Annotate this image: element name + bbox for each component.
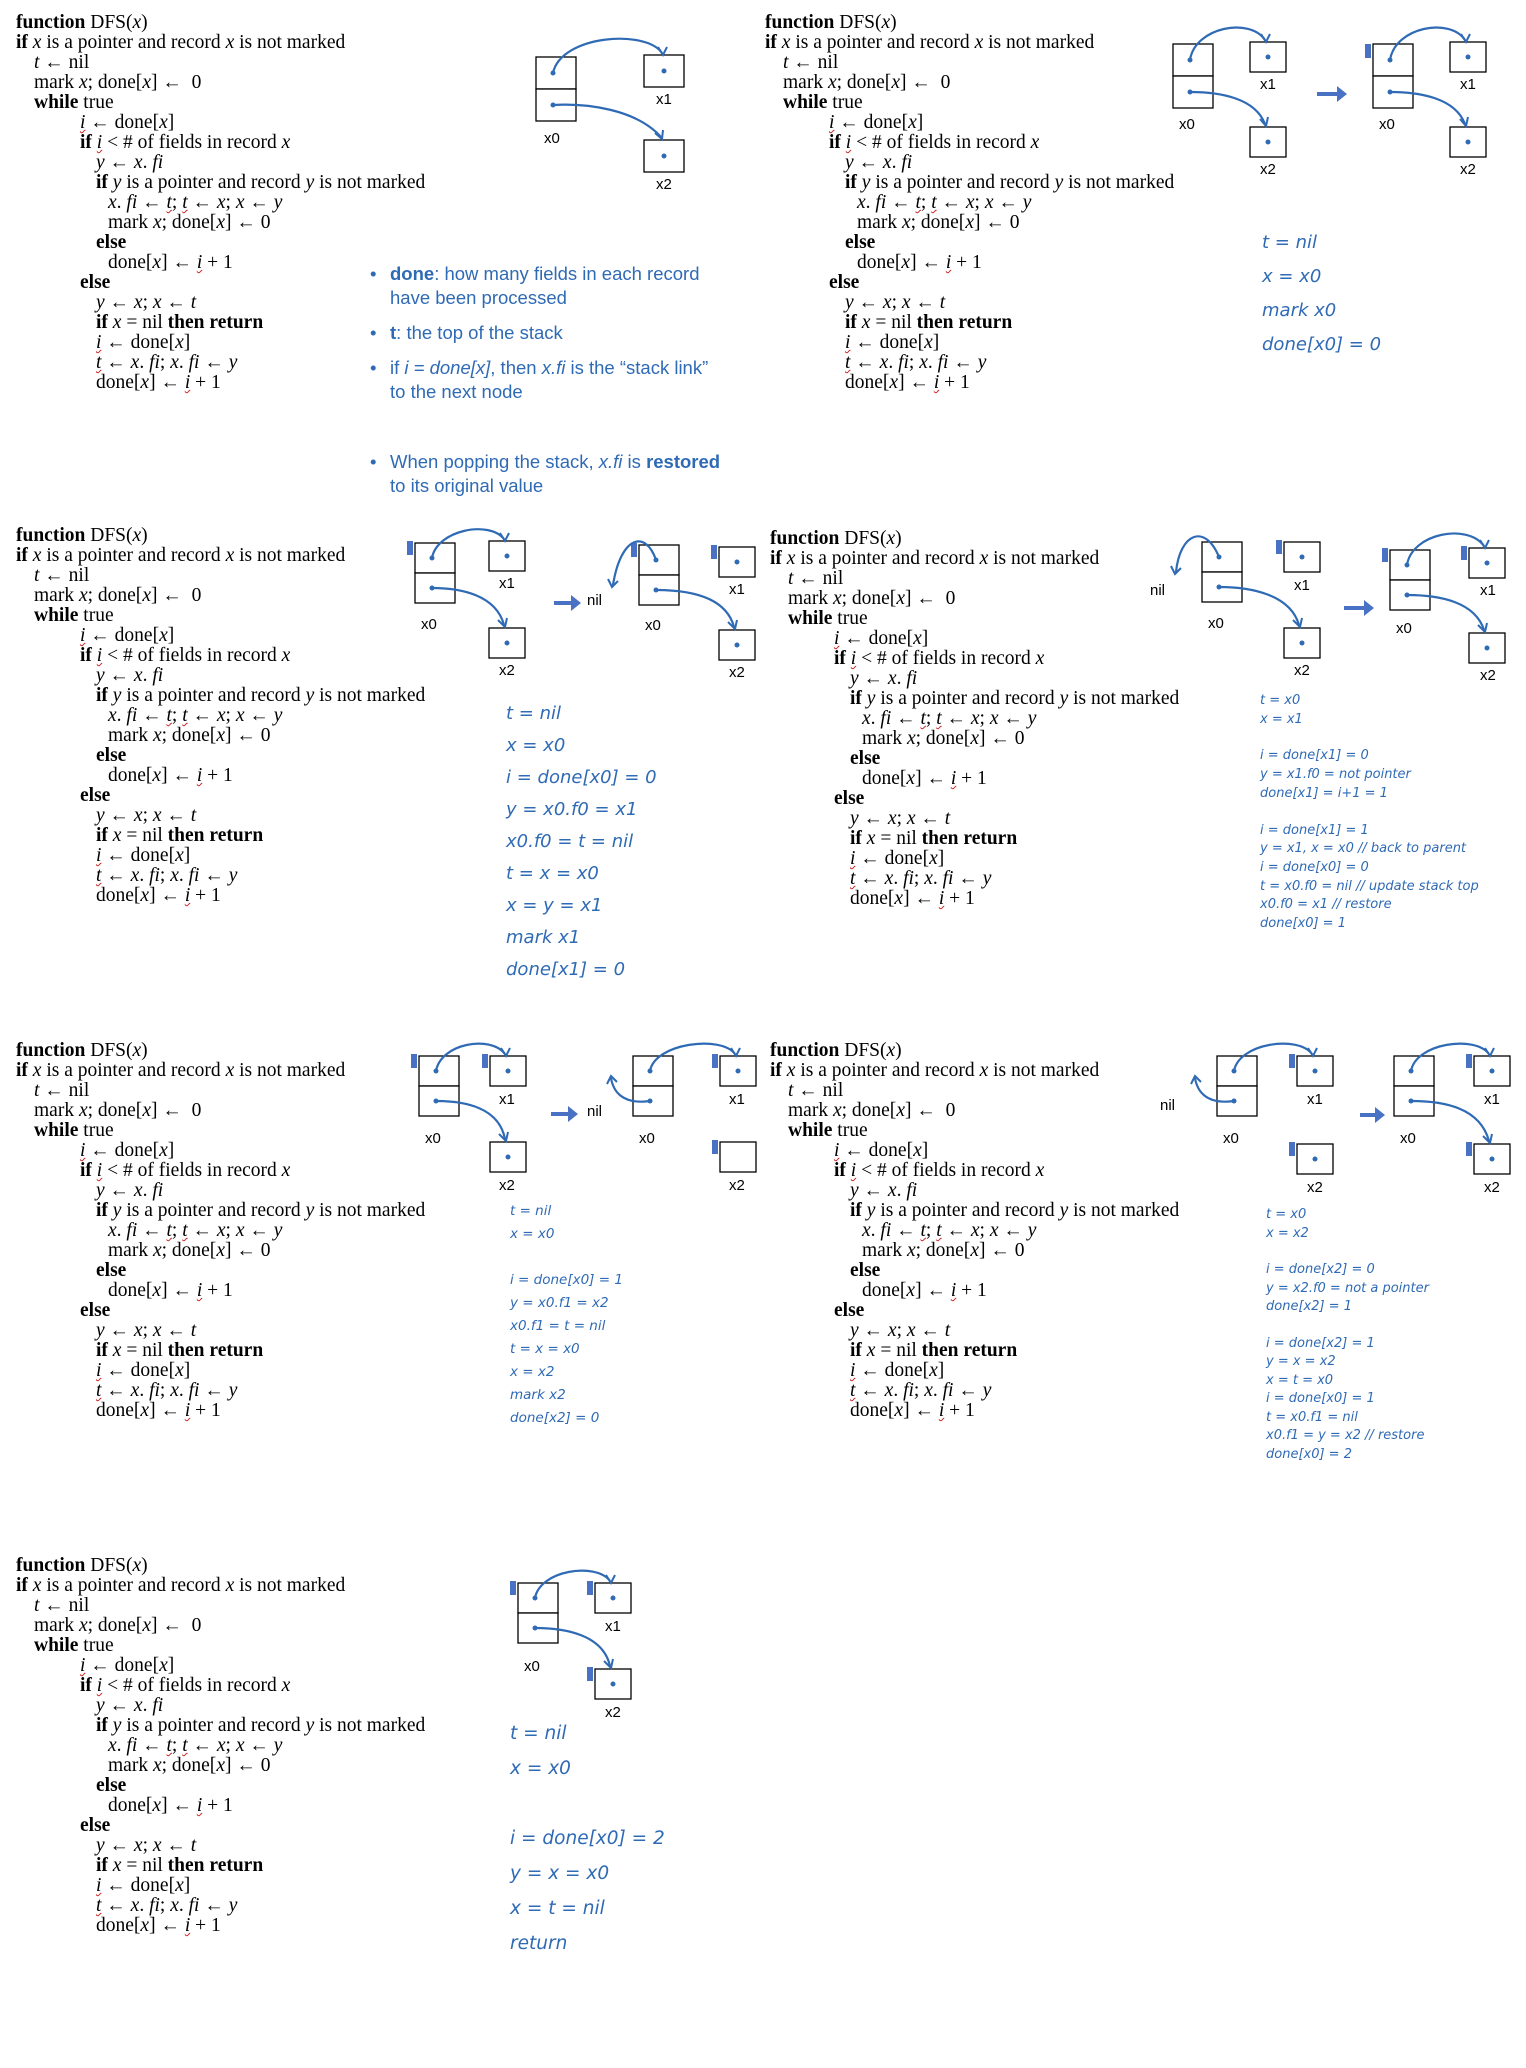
code-line-t-nil: t ← nil (34, 1595, 90, 1616)
code-line-t-nil: t ← nil (788, 1080, 844, 1101)
code-line-restore: t ← x. fi; x. fi ← y (850, 868, 992, 889)
code-line-i-done-2: i ← done[x] (96, 845, 191, 866)
trace-note-line: done[x0] = 2 (1266, 1446, 1352, 1462)
code-line-push: x. fi ← t; t ← x; x ← y (108, 192, 283, 213)
trace-note-line: t = x0.f0 = nil // update stack top (1260, 878, 1479, 894)
pointer-diagram-4 (1150, 528, 1510, 693)
trace-note-line: x = x1 (1260, 711, 1303, 727)
code-line-while: while true (34, 1120, 114, 1141)
panel-6 (770, 1040, 1515, 1550)
code-line-if-y-pointer: if y is a pointer and record y is not marked (850, 1200, 1180, 1221)
code-line-pop: y ← x; x ← t (850, 808, 951, 829)
code-line-else-outer: else (80, 272, 111, 293)
code-line-done-inc-2: done[x] ← i + 1 (850, 888, 975, 909)
code-line-t-nil: t ← nil (788, 568, 844, 589)
code-line-if-y-pointer: if y is a pointer and record y is not marked (96, 1715, 426, 1736)
trace-note-line: y = x0.f0 = x1 (506, 799, 638, 820)
code-line-if-y-pointer: if y is a pointer and record y is not marked (96, 172, 426, 193)
x2-label: x2 (1307, 1179, 1323, 1196)
code-line-mark: mark x; done[x] ← 0 (34, 585, 202, 606)
trace-note-line: i = done[x2] = 1 (1266, 1335, 1375, 1351)
trace-note-line: t = x0 (1266, 1207, 1307, 1222)
trace-note-line: mark x1 (506, 927, 581, 948)
code-line-done-inc-2: done[x] ← i + 1 (850, 1400, 975, 1421)
panel-3 (16, 525, 756, 1035)
code-line-i-done: i ← done[x] (80, 1140, 175, 1161)
code-line-else-outer: else (80, 1300, 111, 1321)
code-line-else-inner: else (96, 1775, 127, 1796)
trace-note-line: t = x0 (1260, 693, 1301, 708)
x2-label: x2 (1460, 161, 1476, 178)
code-line-mark: mark x; done[x] ← 0 (783, 72, 951, 93)
code-line-push: x. fi ← t; t ← x; x ← y (862, 708, 1037, 729)
x2-label: x2 (729, 1177, 745, 1194)
trace-note-line: done[x0] = 1 (1260, 916, 1346, 931)
trace-note-line: i = done[x0] = 1 (1266, 1391, 1375, 1406)
code-line-mark-inner: mark x; done[x] ← 0 (857, 212, 1020, 233)
code-line-done-inc-2: done[x] ← i + 1 (96, 1915, 221, 1936)
trace-note-line: x = x0 (510, 1758, 571, 1779)
x1-label: x1 (1460, 76, 1476, 93)
x2-label: x2 (499, 662, 515, 679)
trace-note-line: t = nil (506, 703, 561, 724)
code-line-restore: t ← x. fi; x. fi ← y (96, 1380, 238, 1401)
code-line-t-nil: t ← nil (783, 52, 839, 73)
trace-note-line: x = t = nil (510, 1898, 605, 1919)
code-line-if-fields: if i < # of fields in record x (80, 1675, 291, 1696)
x2-label: x2 (656, 176, 672, 193)
code-line-function: function DFS(x) (16, 1040, 148, 1061)
code-line-else-inner: else (96, 745, 127, 766)
code-line-push: x. fi ← t; t ← x; x ← y (857, 192, 1032, 213)
code-line-function: function DFS(x) (16, 525, 148, 546)
pointer-diagram-6 (1160, 1040, 1510, 1205)
code-line-else-inner: else (850, 748, 881, 769)
code-line-mark: mark x; done[x] ← 0 (34, 1615, 202, 1636)
code-line-pop: y ← x; x ← t (96, 1320, 197, 1341)
code-line-else-outer: else (829, 272, 860, 293)
trace-note-line: mark x0 (1262, 300, 1337, 321)
code-line-else-outer: else (834, 788, 865, 809)
code-line-i-done-2: i ← done[x] (96, 332, 191, 353)
x1-label: x1 (1484, 1091, 1500, 1108)
code-line-restore: t ← x. fi; x. fi ← y (850, 1380, 992, 1401)
trace-note-line: t = nil (510, 1203, 552, 1219)
x0-label: x0 (425, 1130, 441, 1147)
code-line-i-done-2: i ← done[x] (850, 1360, 945, 1381)
x1-label: x1 (1480, 582, 1496, 599)
panel-2 (765, 12, 1515, 527)
trace-note-line: y = x = x0 (510, 1863, 610, 1884)
code-line-while: while true (783, 92, 863, 113)
code-line-done-inc: done[x] ← i + 1 (108, 252, 233, 273)
trace-note-line: x = x0 (506, 735, 566, 756)
trace-note-line: done[x1] = i+1 = 1 (1260, 785, 1388, 801)
code-line-if-pointer: if x is a pointer and record x is not marked (770, 1060, 1100, 1081)
code-line-i-done-2: i ← done[x] (845, 332, 940, 353)
x0-label: x0 (1379, 116, 1395, 133)
code-line-while: while true (34, 605, 114, 626)
bullet-t: • t: the top of the stack (370, 322, 563, 343)
panel-4 (770, 528, 1515, 1038)
code-line-push: x. fi ← t; t ← x; x ← y (108, 1220, 283, 1241)
transition-arrow (1317, 86, 1347, 102)
bullet-stack-link-cont: to the next node (390, 381, 523, 402)
code-line-i-done-2: i ← done[x] (96, 1360, 191, 1381)
code-line-if-nil-return: if x = nil then return (850, 1340, 1018, 1361)
nil-label: nil (587, 1103, 603, 1120)
nil-label: nil (1160, 1097, 1176, 1114)
code-line-if-pointer: if x is a pointer and record x is not marked (16, 1060, 346, 1081)
code-line-done-inc: done[x] ← i + 1 (862, 768, 987, 789)
x2-label: x2 (1260, 161, 1276, 178)
x0-label: x0 (639, 1130, 655, 1147)
trace-note-line: i = done[x0] = 2 (510, 1828, 665, 1849)
code-line-function: function DFS(x) (770, 1040, 902, 1061)
code-line-function: function DFS(x) (16, 12, 148, 33)
code-line-if-fields: if i < # of fields in record x (80, 132, 291, 153)
x1-label: x1 (729, 1091, 745, 1108)
code-line-if-fields: if i < # of fields in record x (834, 648, 1045, 669)
code-line-if-nil-return: if x = nil then return (845, 312, 1013, 333)
code-line-done-inc: done[x] ← i + 1 (108, 1280, 233, 1301)
trace-note-line: i = done[x1] = 1 (1260, 822, 1369, 838)
code-line-i-done: i ← done[x] (834, 628, 929, 649)
code-line-if-nil-return: if x = nil then return (96, 312, 264, 333)
x1-label: x1 (656, 91, 672, 108)
bullet-restore: • When popping the stack, x.fi is restored (370, 451, 721, 472)
code-line-restore: t ← x. fi; x. fi ← y (96, 1895, 238, 1916)
trace-note-line: i = done[x0] = 0 (1260, 859, 1369, 875)
code-line-function: function DFS(x) (16, 1555, 148, 1576)
code-line-mark: mark x; done[x] ← 0 (34, 1100, 202, 1121)
pointer-diagram-5 (391, 1040, 756, 1205)
code-line-i-done-2: i ← done[x] (850, 848, 945, 869)
code-line-function: function DFS(x) (770, 528, 902, 549)
code-line-i-done: i ← done[x] (834, 1140, 929, 1161)
code-line-if-y-pointer: if y is a pointer and record y is not marked (845, 172, 1175, 193)
trace-note-line: y = x2.f0 = not a pointer (1266, 1280, 1429, 1296)
code-line-done-inc: done[x] ← i + 1 (862, 1280, 987, 1301)
code-line-pop: y ← x; x ← t (96, 805, 197, 826)
trace-note-line: y = x0.f1 = x2 (510, 1295, 609, 1311)
x2-label: x2 (1480, 667, 1496, 684)
code-line-done-inc-2: done[x] ← i + 1 (96, 885, 221, 906)
bullet-stack-link: • if i = done[x], then x.fi is the “stack link” (370, 357, 709, 378)
trace-note-line: x = x2 (510, 1364, 555, 1380)
x2-label: x2 (605, 1704, 621, 1721)
x1-label: x1 (1294, 577, 1310, 594)
x0-label: x0 (1223, 1130, 1239, 1147)
nil-label: nil (1150, 582, 1166, 599)
trace-note-line: x = x0 (1262, 266, 1322, 287)
code-line-while: while true (788, 608, 868, 629)
x1-label: x1 (499, 575, 515, 592)
code-line-function: function DFS(x) (765, 12, 897, 33)
x0-label: x0 (645, 617, 661, 634)
trace-note-line: y = x1.f0 = not pointer (1260, 767, 1411, 783)
x0-label: x0 (524, 1658, 540, 1675)
code-line-mark: mark x; done[x] ← 0 (788, 1100, 956, 1121)
panel-5 (16, 1040, 756, 1550)
code-line-else-inner: else (96, 232, 127, 253)
code-line-if-pointer: if x is a pointer and record x is not marked (770, 548, 1100, 569)
code-line-pop: y ← x; x ← t (96, 1835, 197, 1856)
code-line-t-nil: t ← nil (34, 1080, 90, 1101)
code-line-y-xfi: y ← x. fi (96, 1180, 164, 1201)
trace-note-line: t = nil (1262, 232, 1317, 253)
x0-label: x0 (1396, 620, 1412, 637)
code-line-y-xfi: y ← x. fi (96, 1695, 164, 1716)
x1-label: x1 (499, 1091, 515, 1108)
x0-field-0 (536, 57, 576, 89)
trace-note-line: done[x2] = 0 (510, 1410, 600, 1426)
code-line-mark: mark x; done[x] ← 0 (34, 72, 202, 93)
trace-note-line: x0.f1 = y = x2 // restore (1266, 1428, 1425, 1443)
trace-note-line: y = x = x2 (1266, 1354, 1336, 1369)
code-line-else-inner: else (96, 1260, 127, 1281)
code-line-i-done-2: i ← done[x] (96, 1875, 191, 1896)
x2-label: x2 (1294, 662, 1310, 679)
code-line-while: while true (788, 1120, 868, 1141)
trace-note-line: t = nil (510, 1723, 567, 1744)
code-line-y-xfi: y ← x. fi (850, 1180, 918, 1201)
trace-note-line: x = y = x1 (506, 895, 603, 916)
pointer-diagram-3 (391, 525, 756, 695)
code-line-push: x. fi ← t; t ← x; x ← y (108, 705, 283, 726)
trace-note-line: x0.f0 = x1 // restore (1260, 897, 1392, 913)
code-line-if-fields: if i < # of fields in record x (80, 1160, 291, 1181)
code-line-pop: y ← x; x ← t (96, 292, 197, 313)
x0-label: x0 (421, 616, 437, 633)
bullet-done-cont: have been processed (390, 287, 567, 308)
trace-note-line: y = x1, x = x0 // back to parent (1260, 841, 1467, 857)
pointer-diagram-1 (516, 37, 746, 207)
panel-7 (16, 1555, 756, 2065)
code-line-if-nil-return: if x = nil then return (96, 1340, 264, 1361)
code-line-push: x. fi ← t; t ← x; x ← y (108, 1735, 283, 1756)
x1-label: x1 (605, 1618, 621, 1635)
code-line-if-pointer: if x is a pointer and record x is not marked (16, 32, 346, 53)
trace-note-line: x0.f1 = t = nil (510, 1318, 606, 1334)
trace-note-line: x = x2 (1266, 1225, 1309, 1241)
code-line-if-pointer: if x is a pointer and record x is not marked (765, 32, 1095, 53)
code-line-restore: t ← x. fi; x. fi ← y (96, 865, 238, 886)
code-line-mark-inner: mark x; done[x] ← 0 (108, 1755, 271, 1776)
code-line-mark-inner: mark x; done[x] ← 0 (108, 1240, 271, 1261)
code-line-pop: y ← x; x ← t (850, 1320, 951, 1341)
x2-label: x2 (1484, 1179, 1500, 1196)
x0-label: x0 (1179, 116, 1195, 133)
code-line-done-inc: done[x] ← i + 1 (108, 765, 233, 786)
code-line-i-done: i ← done[x] (80, 112, 175, 133)
code-line-done-inc: done[x] ← i + 1 (857, 252, 982, 273)
code-line-done-inc-2: done[x] ← i + 1 (96, 372, 221, 393)
code-line-if-pointer: if x is a pointer and record x is not marked (16, 1575, 346, 1596)
x1-label: x1 (729, 581, 745, 598)
code-line-y-xfi: y ← x. fi (850, 668, 918, 689)
trace-note-line: done[x2] = 1 (1266, 1299, 1352, 1314)
trace-note-line: x = x0 (510, 1226, 555, 1242)
code-line-else-outer: else (80, 785, 111, 806)
code-line-if-y-pointer: if y is a pointer and record y is not marked (850, 688, 1180, 709)
code-line-else-inner: else (845, 232, 876, 253)
code-line-done-inc-2: done[x] ← i + 1 (845, 372, 970, 393)
nil-label: nil (587, 592, 603, 609)
code-line-while: while true (34, 92, 114, 113)
code-line-i-done: i ← done[x] (80, 625, 175, 646)
code-line-mark-inner: mark x; done[x] ← 0 (108, 725, 271, 746)
code-line-if-y-pointer: if y is a pointer and record y is not marked (96, 685, 426, 706)
code-line-if-fields: if i < # of fields in record x (80, 645, 291, 666)
trace-note-line: t = x0.f1 = nil (1266, 1409, 1358, 1425)
trace-note-line: i = done[x0] = 1 (510, 1272, 623, 1288)
code-line-y-xfi: y ← x. fi (845, 152, 913, 173)
code-line-t-nil: t ← nil (34, 52, 90, 73)
trace-note-line: t = x = x0 (506, 863, 599, 884)
bullet-restore-cont: to its original value (390, 475, 544, 496)
code-line-if-pointer: if x is a pointer and record x is not marked (16, 545, 346, 566)
mark-flag (1365, 44, 1371, 58)
x0-label: x0 (1400, 1130, 1416, 1147)
code-line-mark: mark x; done[x] ← 0 (788, 588, 956, 609)
pointer-diagram-7 (501, 1567, 681, 1727)
code-line-if-nil-return: if x = nil then return (850, 828, 1018, 849)
code-line-restore: t ← x. fi; x. fi ← y (845, 352, 987, 373)
code-line-if-nil-return: if x = nil then return (96, 1855, 264, 1876)
trace-note-line: i = done[x1] = 0 (1260, 748, 1369, 764)
x0-label: x0 (544, 130, 560, 147)
code-line-mark-inner: mark x; done[x] ← 0 (862, 1240, 1025, 1261)
trace-note-line: done[x0] = 0 (1262, 334, 1382, 355)
code-line-i-done: i ← done[x] (80, 1655, 175, 1676)
code-line-y-xfi: y ← x. fi (96, 152, 164, 173)
code-line-if-fields: if i < # of fields in record x (829, 132, 1040, 153)
x1-label: x1 (1260, 76, 1276, 93)
code-line-else-inner: else (850, 1260, 881, 1281)
code-line-pop: y ← x; x ← t (845, 292, 946, 313)
code-line-restore: t ← x. fi; x. fi ← y (96, 352, 238, 373)
x1-label: x1 (1307, 1091, 1323, 1108)
trace-note-line: i = done[x0] = 0 (506, 767, 657, 788)
bullet-done: • done: how many fields in each record (370, 263, 700, 284)
trace-note-line: return (510, 1933, 568, 1954)
trace-note-line: x0.f0 = t = nil (506, 831, 634, 852)
code-line-i-done: i ← done[x] (829, 112, 924, 133)
x2-label: x2 (499, 1177, 515, 1194)
code-line-if-nil-return: if x = nil then return (96, 825, 264, 846)
code-line-done-inc: done[x] ← i + 1 (108, 1795, 233, 1816)
x2-label: x2 (729, 664, 745, 681)
code-line-done-inc-2: done[x] ← i + 1 (96, 1400, 221, 1421)
pointer-diagram-2 (1165, 22, 1510, 192)
code-line-else-outer: else (80, 1815, 111, 1836)
trace-note-line: done[x1] = 0 (506, 959, 626, 980)
x0-label: x0 (1208, 615, 1224, 632)
code-line-else-outer: else (834, 1300, 865, 1321)
code-line-if-fields: if i < # of fields in record x (834, 1160, 1045, 1181)
code-line-mark-inner: mark x; done[x] ← 0 (862, 728, 1025, 749)
panel-1 (16, 12, 756, 527)
code-line-while: while true (34, 1635, 114, 1656)
code-line-push: x. fi ← t; t ← x; x ← y (862, 1220, 1037, 1241)
code-line-y-xfi: y ← x. fi (96, 665, 164, 686)
trace-note-line: mark x2 (510, 1387, 566, 1403)
code-line-if-y-pointer: if y is a pointer and record y is not marked (96, 1200, 426, 1221)
trace-note-line: i = done[x2] = 0 (1266, 1262, 1375, 1277)
code-line-t-nil: t ← nil (34, 565, 90, 586)
code-line-mark-inner: mark x; done[x] ← 0 (108, 212, 271, 233)
trace-note-line: t = x = x0 (510, 1341, 580, 1357)
trace-note-line: x = t = x0 (1266, 1372, 1334, 1388)
